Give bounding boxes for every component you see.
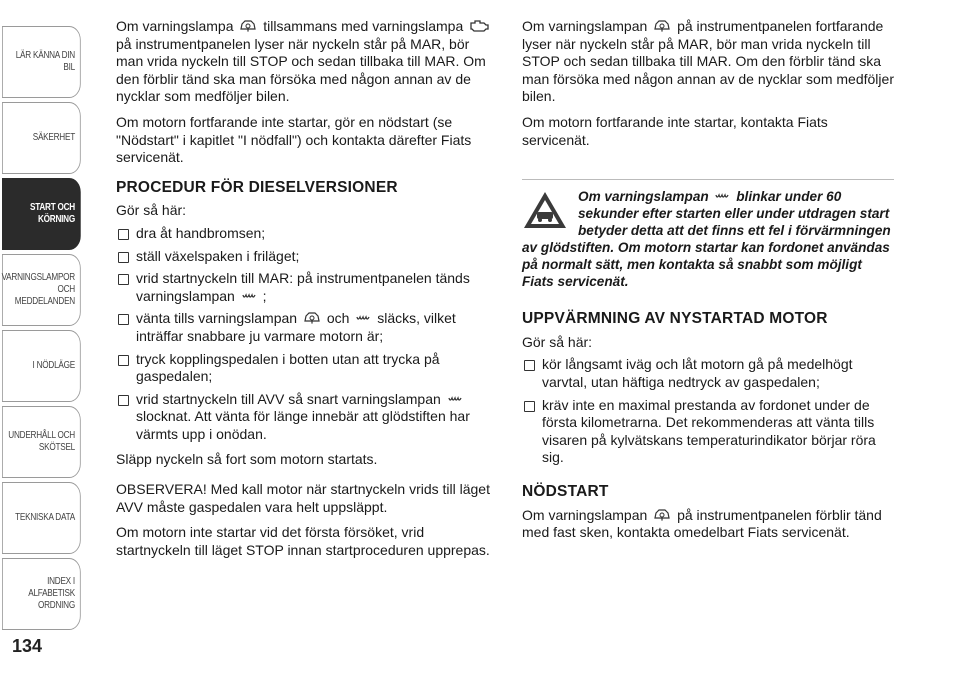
tab-tekniska-data[interactable]: TEKNISKA DATA [2,482,81,554]
immobilizer-car-icon [653,507,671,522]
paragraph: Släpp nyckeln så fort som motorn startats. [116,451,378,468]
warning-triangle-icon [522,190,568,230]
bullet-icon [118,395,129,406]
intro-text: Gör så här: [116,202,187,219]
glow-plug-icon [447,396,463,406]
heading-nodstart: NÖDSTART [522,482,609,500]
list-item [116,310,500,345]
bullet-icon [118,252,129,263]
engine-icon [469,19,489,33]
paragraph: Om motorn fortfarande inte startar, kontakta Fiats servicenät. [522,113,828,148]
tab-sakerhet[interactable]: SÄKERHET [2,102,81,174]
warmup-list [522,356,894,467]
text: kör långsamt iväg och låt motorn gå på medelhögt varvtal, utan häftiga nedtryck av gaspedalen; [542,356,853,390]
procedure-list [116,225,500,444]
text: tillsammans med varningslampa [263,18,464,34]
left-column [116,18,500,567]
immobilizer-car-icon [303,310,321,325]
tab-lar-kanna-din-bil[interactable]: LÄR KÄNNA DIN BIL [2,26,81,98]
text: på instrumentpanelen lyser när nyckeln står på MAR, bör man vrida nyckeln till STOP och sedan tillbaka till MAR. Om den förblir tänd ska man försöka med någon annan av de nycklar som medföljer bilen. [116,35,486,105]
text: vänta tills varningslampan [136,310,298,327]
text: blinkar under 60 sekunder efter starten eller under utdragen start betyder detta att det finns ett fel i förvärmningen av glödstiften. Om motorn startar kan fordonet användas på normalt sätt, men kontakta så snabbt som möjligt Fiats servicenät. [522,189,891,290]
tab-underhall[interactable]: UNDERHÅLL OCH SKÖTSEL [2,406,81,478]
text: dra åt handbromsen; [136,224,266,241]
immobilizer-car-icon [239,18,257,33]
text: slocknat. Att vänta för länge innebär att glödstiften har värmts upp i onödan. [136,408,470,442]
list-item [116,391,500,444]
immobilizer-car-icon [653,18,671,33]
bullet-icon [118,229,129,240]
glow-plug-icon [714,193,730,203]
text: Om varningslampan [522,506,648,523]
text: kräv inte en maximal prestanda av fordonet under de första kilometrarna. Det rekommenderas att vänta tills visaren på kylvätskans temperaturindikator börjar röra sig. [542,396,876,466]
page-number: 134 [12,636,43,656]
paragraph: OBSERVERA! Med kall motor när startnyckeln vrids till läget AVV måste gaspedalen vara helt uppsläppt. [116,481,490,515]
paragraph [522,507,894,542]
paragraph: Om motorn fortfarande inte startar, gör en nödstart (se "Nödstart" i kapitlet "I nödfall") och kontakta därefter Fiats servicenät. [116,113,472,166]
text: tryck kopplingspedalen i botten utan att trycka på gaspedalen; [136,350,440,385]
list-item [116,270,500,305]
list-item [116,351,500,386]
glow-plug-icon [241,293,257,303]
heading-diesel: PROCEDUR FÖR DIESELVERSIONER [116,178,398,196]
bullet-icon [118,274,129,285]
list-item [116,225,500,243]
tab-i-nodlage[interactable]: I NÖDLÄGE [2,330,81,402]
text: vrid startnyckeln till MAR: på instrumentpanelen tänds varningslampan [136,270,470,304]
bullet-icon [118,314,129,325]
text: på instrumentpanelen förblir tänd med fast sken, kontakta omedelbart Fiats servicenät. [522,506,882,541]
bullet-icon [524,360,535,371]
warning-note [522,179,894,290]
text: Om varningslampa [116,18,234,34]
text: ställ växelspaken i friläget; [136,247,300,264]
tab-index[interactable]: INDEX I ALFABETISK ORDNING [2,558,81,630]
list-item [116,248,500,266]
chapter-sidebar [0,0,100,678]
intro-text: Gör så här: [522,333,593,350]
paragraph [116,18,500,106]
paragraph [522,18,894,106]
text: på instrumentpanelen fortfarande lyser när nyckeln står på MAR, bör man vrida nyckeln till STOP och sedan tillbaka till MAR. Om den förblir tänd ska man försöka med någon annan av de nycklar som medföljer bilen. [522,18,894,105]
text: Om varningslampan [522,18,648,34]
right-column [522,18,894,550]
glow-plug-icon [355,315,371,325]
heading-warmup: UPPVÄRMNING AV NYSTARTAD MOTOR [522,310,828,328]
text: och [326,310,350,327]
paragraph: Om motorn inte startar vid det första försöket, vrid startnyckeln till läget STOP innan startproceduren upprepas. [116,524,490,558]
text: släcks, vilket inträffar snabbare ju varmare motorn är; [136,310,456,344]
text: Om varningslampan [578,189,709,205]
text: ; [262,287,267,304]
list-item [522,356,894,391]
bullet-icon [524,401,535,412]
tab-varningslampor[interactable]: VARNINGSLAMPOR OCH MEDDELANDEN [2,254,81,326]
list-item [522,397,894,467]
bullet-icon [118,355,129,366]
tab-start-och-korning[interactable]: START OCH KÖRNING [2,178,81,250]
text: vrid startnyckeln till AVV så snart varningslampan [136,390,441,407]
